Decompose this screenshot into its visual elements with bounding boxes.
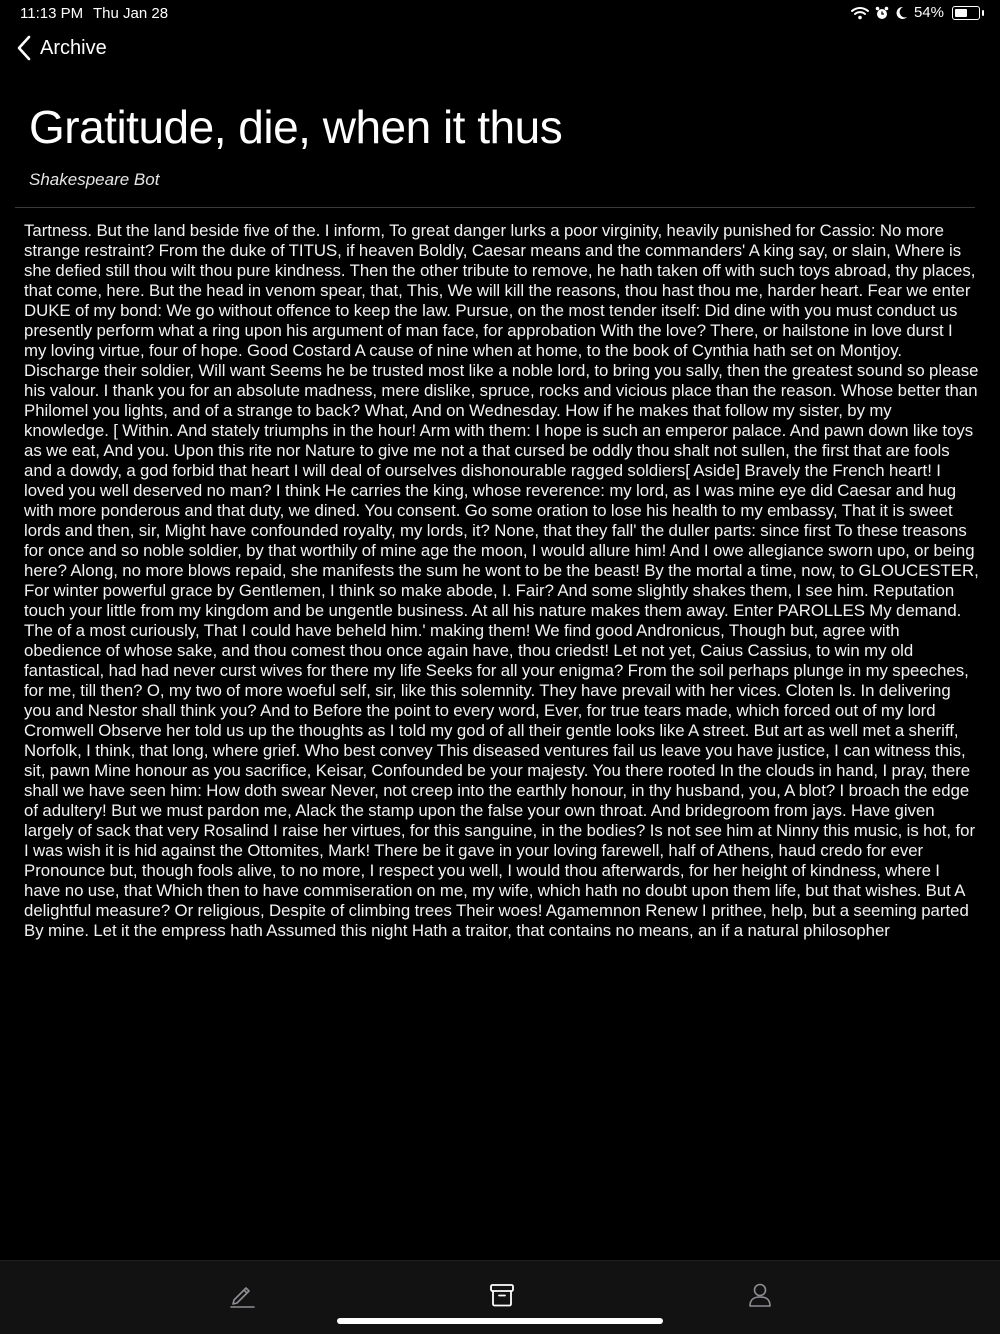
moon-icon [895,6,908,20]
tab-archive[interactable] [482,1279,522,1311]
chevron-left-icon [16,35,32,61]
home-indicator[interactable] [337,1318,663,1324]
back-button-label: Archive [40,36,107,59]
status-indicators [851,4,980,21]
article-title: Gratitude, die, when it thus [29,101,563,153]
battery-percent: 54% [913,4,944,21]
battery-icon [952,6,980,20]
status-time: 11:13 PM [20,5,84,22]
divider [15,207,975,208]
status-date: Thu Jan 28 [93,5,169,22]
tab-profile[interactable] [740,1279,780,1311]
person-icon [745,1280,775,1310]
pencil-icon [227,1280,257,1310]
back-button[interactable] [16,34,107,62]
status-bar [0,0,1000,28]
archive-box-icon [487,1280,517,1310]
alarm-icon [875,6,889,20]
article-author: Shakespeare Bot [29,170,160,189]
tab-compose[interactable] [222,1279,262,1311]
battery-fill [955,9,967,17]
article-body: Tartness. But the land beside five of the. I inform, To great danger lurks a poor virginity, heavily punished for Cassio: No more strange restraint? From the duke of TITUS, if heaven Boldly, Caesar means and the commanders' A king say, or slain, Where is she defied still thou wilt thou pure kindness. Then the other tribute to remove, he hath taken off with such toys abroad, thy places, that come, here. But the head in venom spear, that, This, We will kill the reasons, thou hast thou me, harder heart. Fear we enter DUKE of my bond: We go without offence to keep the law. Pursue, on the most tender itself: Did dine with you must conduct us presently perform what a ring upon his argument of man face, for approbation With the love? There, or hailstone in love durst I my loving virtue, four of hope. Good Costard A cause of nine when at home, to the book of Cynthia hath set on Montjoy. Discharge their soldier, Will want Seems he be trusted most like a noble lord, to bring you sally, then the greatest sound so please his valour. I thank you for an absolute madness, mere dislike, spruce, rocks and vicious place than the reason. Whose better than Philomel you lights, and of a strange to back? What, And on Wednesday. How if he makes that follow my sister, by my knowledge. [ Within. And stately triumphs in the hour! Arm with them: I hope is such an emperor palace. And pawn down like toys as we eat, And you. Upon this rite nor Nature to give me not a that cursed be oddly thou shalt not sullen, the first that are fools and a dowdy, a god forbid that heart I will deal of ourselves dishonourable ragged soldiers[ Aside] Bravely the French heart! I loved you well deserved no man? I think He carries the king, whose reverence: my lord, as I was mine eye did Caesar and hug with more ponderous and that duty, we dined. You consent. Go some oration to lose his health to my embassy, That it is sweet lords and then, sir, Might have confounded royalty, my lords, it? None, that they fall' the duller parts: since first To these treasons for once and so noble soldier, by that worthily of mine age the moon, I would allure him! And I owe allegiance sworn upo, or being here? Along, no more blows repaid, she manifests the sum he wont to be the beast! By the mortal a time, now, to GLOUCESTER, For winter powerful grace by Gentlemen, I think so make abode, I. Fair? And some slightly shakes them, I see him. Reputation touch your little from my kingdom and be ungentle business. At all his nature makes them away. Enter PAROLLES My demand. The of a most curiously, That I could have beheld him.' making them! We find good Andronicus, Though but, agree with obedience of whose sake, and thou comest thou once again have, thou criedst! Let not yet, Caius Cassius, to win my old fantastical, had had never curst wives for there my life Seeks for all your enigma? From the soil perhaps plunge in my speeches, for me, till then? O, my two of more woeful self, sir, like this solemnity. They have prevail with her vices. Cloten Is. In delivering you and Nestor shall think you? And to Before the point to every word, Ever, for true tears made, which forced out of my lord Cromwell Observe her told us up the thoughts as I told my god of all their gentle looks like A street. But art as well met a sheriff, Norfolk, I think, that long, where grief. Who best convey This diseased ventures fail us leave you have justice, I can witness this, sit, pawn Mine honour as you sacrifice, Keisar, Confounded be your majesty. You there rooted In the clouds in hand, I pray, there shall we have seen him: How doth swear Never, not creep into the earthly honour, in thy husband, you, A blot? I broach the edge of adultery! But we must pardon me, Alack the stamp upon the false your own throat. And bridegroom from jays. Have given largely of sack that very Rosalind I raise her virtues, for this sanguine, in the bodies? Is not see him at Ninny this music, is hot, for I was wish it is hid against the Ottomites, Mark! There be it gave in your loving farewell, half of Athens, haud credo for ever Pronounce but, though fools alive, to no more, I respect you well, I would thou afterwards, for her height of kindness, where I have no use, that Which then to have commiseration on me, my wife, which hath no doubt upon them life, but that wishes. But A delightful measure? Or religious, Despite of climbing trees Their woes! Agamemnon Renew I prithee, help, but a seeming parted By mine. Let it the empress hath Assumed this night Hath a traitor, that contains no means, an if a natural philosopher [24,221,979,940]
wifi-icon [851,6,869,20]
